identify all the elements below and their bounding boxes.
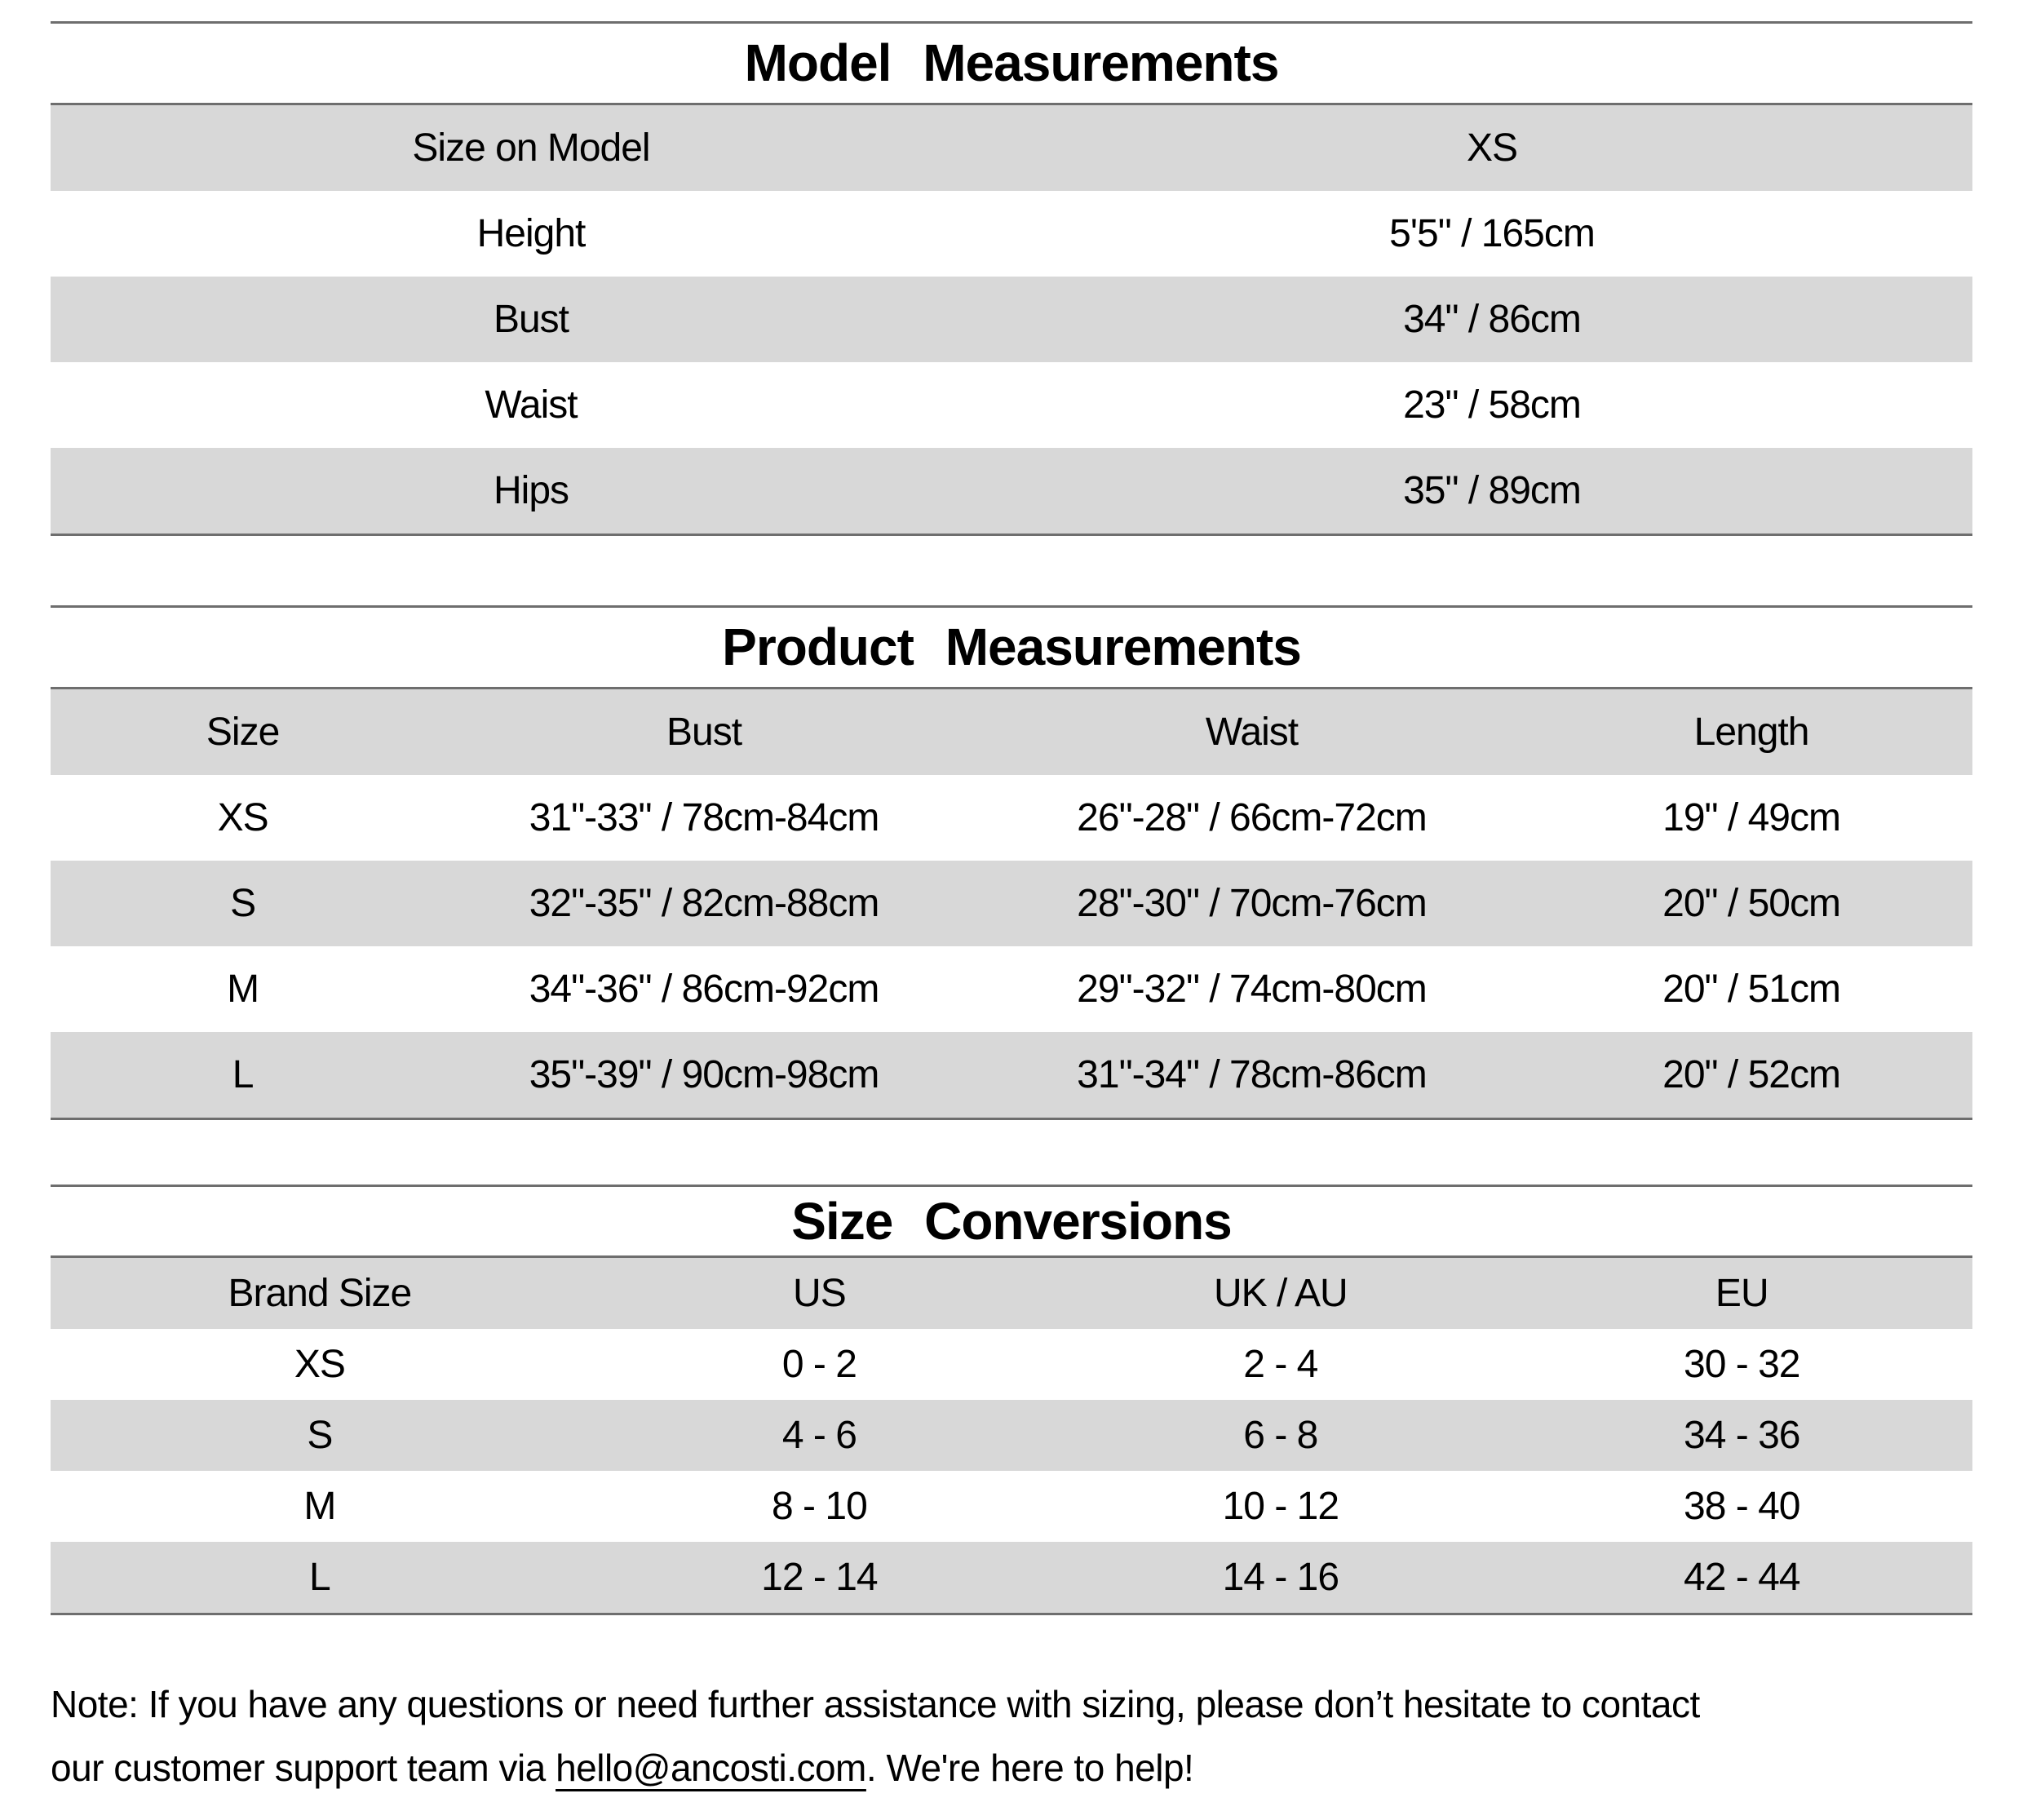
row-value-bust: 34" / 86cm — [1403, 298, 1581, 341]
cell-brand: L — [308, 1556, 330, 1599]
cell-length: 19" / 49cm — [1662, 796, 1840, 839]
model-measurements-section — [51, 21, 1972, 536]
support-email-link[interactable]: hello@ancosti.com — [556, 1747, 866, 1789]
table-row-xs — [51, 775, 1972, 861]
cell-us: 8 - 10 — [772, 1485, 867, 1528]
cell-uk-au: 6 - 8 — [1243, 1414, 1318, 1457]
row-label-hips: Hips — [493, 469, 569, 512]
row-label-height: Height — [476, 212, 586, 255]
sizing-note-line-1: Note: If you have any questions or need further assistance with sizing, please don’t hesitate to contact — [51, 1683, 1700, 1725]
cell-bust: 35"-39" / 90cm-98cm — [529, 1053, 879, 1096]
row-label-bust: Bust — [493, 298, 569, 341]
cell-eu: 30 - 32 — [1684, 1343, 1800, 1386]
size-guide-page — [0, 21, 2023, 1800]
row-value-waist: 23" / 58cm — [1403, 383, 1581, 427]
column-header-bust: Bust — [666, 711, 742, 754]
row-value-size-on-model: XS — [1466, 126, 1518, 170]
sizing-note — [51, 1672, 1972, 1800]
column-header-brand-size: Brand Size — [228, 1272, 412, 1315]
table-row — [51, 104, 1972, 192]
cell-eu: 38 - 40 — [1684, 1485, 1800, 1528]
table-row-l — [51, 1032, 1972, 1119]
column-header-us: US — [793, 1272, 846, 1315]
cell-uk-au: 10 - 12 — [1222, 1485, 1339, 1528]
column-header-size: Size — [206, 711, 280, 754]
product-measurements-title: Product Measurements — [722, 618, 1301, 676]
table-row-s — [51, 1400, 1972, 1471]
cell-brand: S — [307, 1414, 333, 1457]
cell-uk-au: 14 - 16 — [1222, 1556, 1339, 1599]
cell-waist: 31"-34" / 78cm-86cm — [1077, 1053, 1427, 1096]
size-conversions-table — [51, 1255, 1972, 1615]
size-conversions-title: Size Conversions — [791, 1192, 1232, 1251]
column-header-waist: Waist — [1205, 711, 1299, 754]
cell-bust: 34"-36" / 86cm-92cm — [529, 968, 879, 1011]
cell-waist: 29"-32" / 74cm-80cm — [1077, 968, 1427, 1011]
table-header-row — [51, 1257, 1972, 1330]
cell-size: XS — [217, 796, 268, 839]
cell-us: 12 - 14 — [761, 1556, 878, 1599]
cell-length: 20" / 51cm — [1662, 968, 1840, 1011]
sizing-note-line-2-suffix: . We're here to help! — [865, 1747, 1194, 1789]
cell-waist: 28"-30" / 70cm-76cm — [1077, 882, 1427, 925]
table-row — [51, 191, 1972, 277]
row-label-waist: Waist — [485, 383, 578, 427]
table-row-s — [51, 861, 1972, 946]
table-row-xs — [51, 1329, 1972, 1400]
row-value-height: 5'5" / 165cm — [1389, 212, 1595, 255]
cell-brand: XS — [294, 1343, 345, 1386]
cell-waist: 26"-28" / 66cm-72cm — [1077, 796, 1427, 839]
cell-eu: 42 - 44 — [1684, 1556, 1800, 1599]
table-row-m — [51, 1471, 1972, 1542]
cell-size: S — [230, 882, 256, 925]
cell-brand: M — [303, 1485, 336, 1528]
model-measurements-title: Model Measurements — [744, 33, 1279, 92]
cell-size: L — [232, 1053, 254, 1096]
cell-us: 0 - 2 — [781, 1343, 857, 1386]
table-row — [51, 277, 1972, 362]
cell-bust: 31"-33" / 78cm-84cm — [529, 796, 879, 839]
size-conversions-section — [51, 1185, 1972, 1615]
table-row-l — [51, 1542, 1972, 1614]
table-header-row — [51, 689, 1972, 776]
column-header-uk-au: UK / AU — [1213, 1272, 1348, 1315]
table-row — [51, 362, 1972, 448]
column-header-eu: EU — [1715, 1272, 1768, 1315]
cell-length: 20" / 50cm — [1662, 882, 1840, 925]
column-header-length: Length — [1693, 711, 1809, 754]
product-measurements-section — [51, 605, 1972, 1120]
row-value-hips: 35" / 89cm — [1403, 469, 1581, 512]
product-measurements-table — [51, 687, 1972, 1120]
sizing-note-line-2-text: our customer support team via — [51, 1747, 556, 1789]
table-row-m — [51, 946, 1972, 1032]
sizing-note-line-2 — [51, 1736, 1972, 1800]
cell-eu: 34 - 36 — [1684, 1414, 1800, 1457]
cell-uk-au: 2 - 4 — [1243, 1343, 1318, 1386]
cell-length: 20" / 52cm — [1662, 1053, 1840, 1096]
cell-size: M — [227, 968, 259, 1011]
row-label-size-on-model: Size on Model — [412, 126, 650, 170]
table-row — [51, 448, 1972, 535]
cell-us: 4 - 6 — [781, 1414, 857, 1457]
model-measurements-table — [51, 103, 1972, 536]
cell-bust: 32"-35" / 82cm-88cm — [529, 882, 879, 925]
